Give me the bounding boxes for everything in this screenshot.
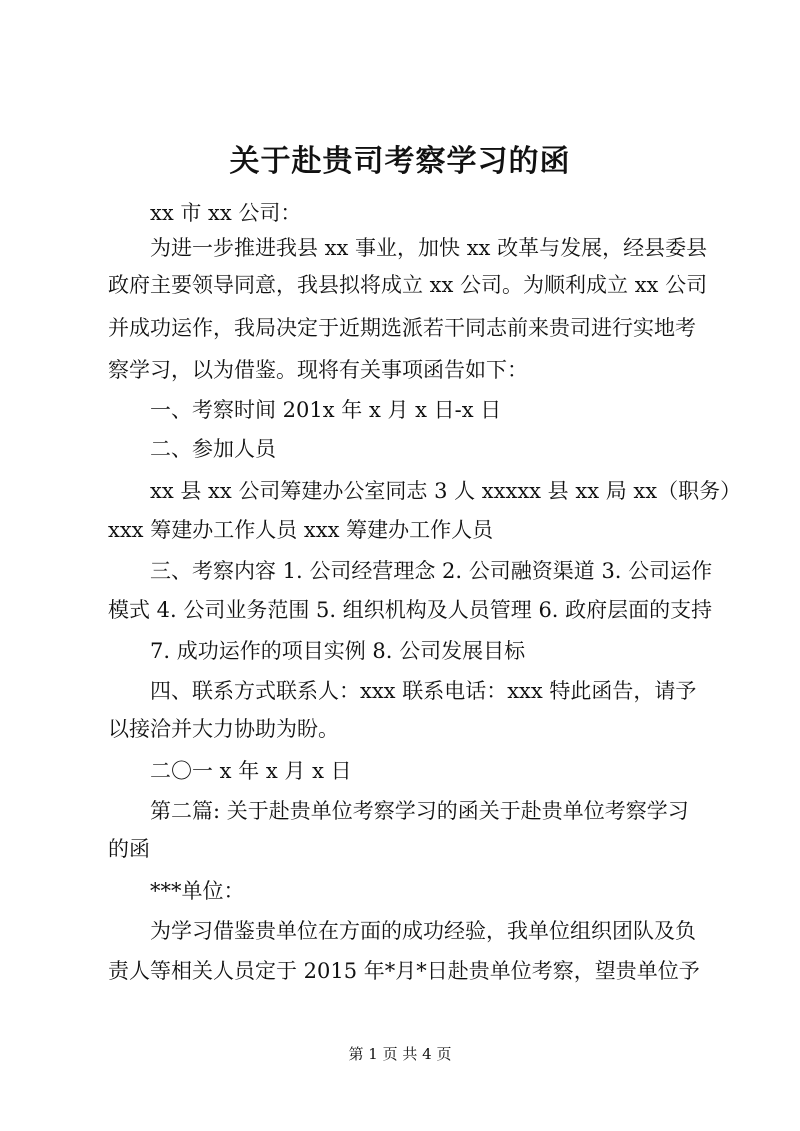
body-line: 政府主要领导同意，我县拟将成立 xx 公司。为顺利成立 xx 公司 — [108, 273, 708, 297]
body-line: 7. 成功运作的项目实例 8. 公司发展目标 — [150, 639, 526, 663]
body-line: 模式 4. 公司业务范围 5. 组织机构及人员管理 6. 政府层面的支持 — [108, 598, 713, 622]
body-line: 为进一步推进我县 xx 事业，加快 xx 改革与发展，经县委县 — [150, 236, 708, 260]
date-line: 二〇一 x 年 x 月 x 日 — [150, 759, 352, 783]
body-line: 察学习，以为借鉴。现将有关事项函告如下： — [108, 358, 528, 382]
salutation-2: ***单位： — [150, 879, 245, 903]
section-heading-2: 二、参加人员 — [150, 437, 276, 461]
page-footer: 第 1 页 共 4 页 — [348, 1045, 452, 1063]
body-line: xxx 筹建办工作人员 xxx 筹建办工作人员 — [108, 518, 494, 542]
body-line: 以接洽并大力协助为盼。 — [108, 717, 339, 741]
body-line: xx 县 xx 公司筹建办公室同志 3 人 xxxxx 县 xx 局 xx（职务） — [150, 479, 742, 503]
section-heading-1: 一、考察时间 201x 年 x 月 x 日-x 日 — [150, 398, 502, 422]
second-article-title-cont: 的函 — [108, 837, 150, 861]
document-title: 关于赴贵司考察学习的函 — [229, 144, 571, 179]
body-line: 为学习借鉴贵单位在方面的成功经验，我单位组织团队及负 — [150, 919, 696, 943]
body-line: 并成功运作，我局决定于近期选派若干同志前来贵司进行实地考 — [108, 316, 696, 340]
salutation: xx 市 xx 公司： — [150, 201, 302, 225]
second-article-title: 第二篇: 关于赴贵单位考察学习的函关于赴贵单位考察学习 — [150, 799, 689, 823]
section-heading-4: 四、联系方式联系人：xxx 联系电话：xxx 特此函告，请予 — [150, 679, 697, 703]
body-line: 责人等相关人员定于 2015 年*月*日赴贵单位考察，望贵单位予 — [108, 959, 700, 983]
section-heading-3: 三、考察内容 1. 公司经营理念 2. 公司融资渠道 3. 公司运作 — [150, 559, 713, 583]
